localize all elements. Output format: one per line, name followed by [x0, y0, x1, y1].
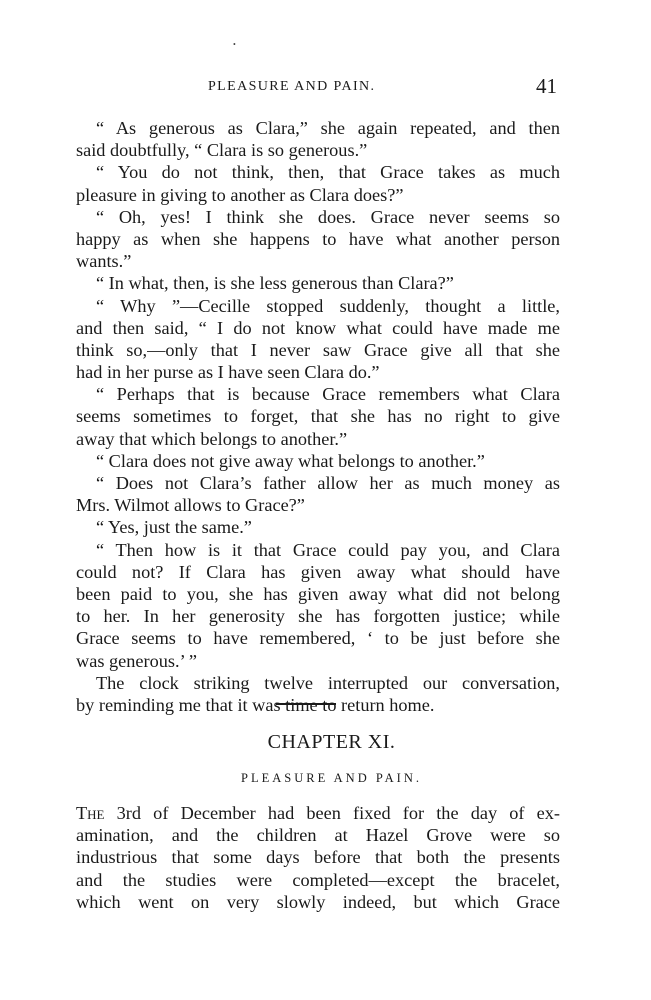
- text-line: “ Clara does not give away what belongs to another.”: [96, 450, 485, 471]
- chapter-subtitle: PLEASURE AND PAIN.: [241, 771, 422, 785]
- print-speck: •: [233, 40, 236, 49]
- text-line: had in her purse as I have seen Clara do.”: [76, 362, 380, 383]
- text-line: “ In what, then, is she less generous than Clara?”: [96, 273, 454, 294]
- text-line: “ You do not think, then, that Grace takes as much: [96, 162, 560, 183]
- text-line: “ Yes, just the same.”: [96, 517, 252, 538]
- text-line: wants.”: [76, 251, 132, 272]
- text-line: could not? If Clara has given away what should have: [76, 561, 560, 582]
- text-line: was generous.’ ”: [76, 650, 197, 671]
- chapter-text: [76, 802, 560, 913]
- text-line: The clock striking twelve interrupted our conversation,: [96, 672, 560, 693]
- chapter-heading: CHAPTER XI.: [267, 731, 396, 753]
- text-line: to her. In her generosity she has forgotten justice; while: [76, 606, 560, 627]
- text-line: seems sometimes to forget, that she has no right to give: [76, 406, 560, 427]
- text-line: “ Does not Clara’s father allow her as much money as: [96, 473, 560, 493]
- chapter-first-word: The: [76, 803, 105, 823]
- text-line: “ As generous as Clara,” she again repeated, and then: [96, 118, 560, 138]
- text-line: and then said, “ I do not know what could have made me: [76, 317, 560, 338]
- body-text: [76, 117, 560, 716]
- text-line: by reminding me that it was time to return home.: [76, 694, 435, 715]
- running-title: PLEASURE AND PAIN.: [208, 79, 376, 94]
- text-line: Grace seems to have remembered, ‘ to be just before she: [76, 628, 560, 649]
- text-line: industrious that some days before that both the presents: [76, 847, 560, 868]
- text-line: away that which belongs to another.”: [76, 428, 348, 449]
- text-line: happy as when she happens to have what another person: [76, 228, 560, 249]
- text-line: “ Oh, yes! I think she does. Grace never seems so: [96, 206, 560, 227]
- text-line: Mrs. Wilmot allows to Grace?”: [76, 495, 305, 516]
- chapter-first-line: [76, 802, 560, 824]
- text-line: “ Why ”—Cecille stopped suddenly, thought a little,: [96, 295, 560, 316]
- text-line: “ Then how is it that Grace could pay you, and Clara: [96, 539, 560, 560]
- text-line: pleasure in giving to another as Clara does?”: [76, 184, 404, 205]
- text-line: amination, and the children at Hazel Grove were so: [76, 825, 560, 846]
- chapter-first-line-rest: 3rd of December had been fixed for the day of ex-: [104, 803, 560, 823]
- text-line: been paid to you, she has given away what did not belong: [76, 583, 560, 604]
- text-line: said doubtfully, “ Clara is so generous.”: [76, 140, 368, 161]
- text-line: think so,—only that I never saw Grace give all that she: [76, 339, 560, 360]
- text-line: which went on very slowly indeed, but which Grace: [76, 891, 560, 912]
- page-number: 41: [536, 74, 557, 98]
- running-header: [0, 74, 651, 104]
- section-divider: [276, 703, 336, 705]
- text-line: and the studies were completed—except the bracelet,: [76, 869, 560, 890]
- text-line: “ Perhaps that is because Grace remembers what Clara: [96, 384, 560, 405]
